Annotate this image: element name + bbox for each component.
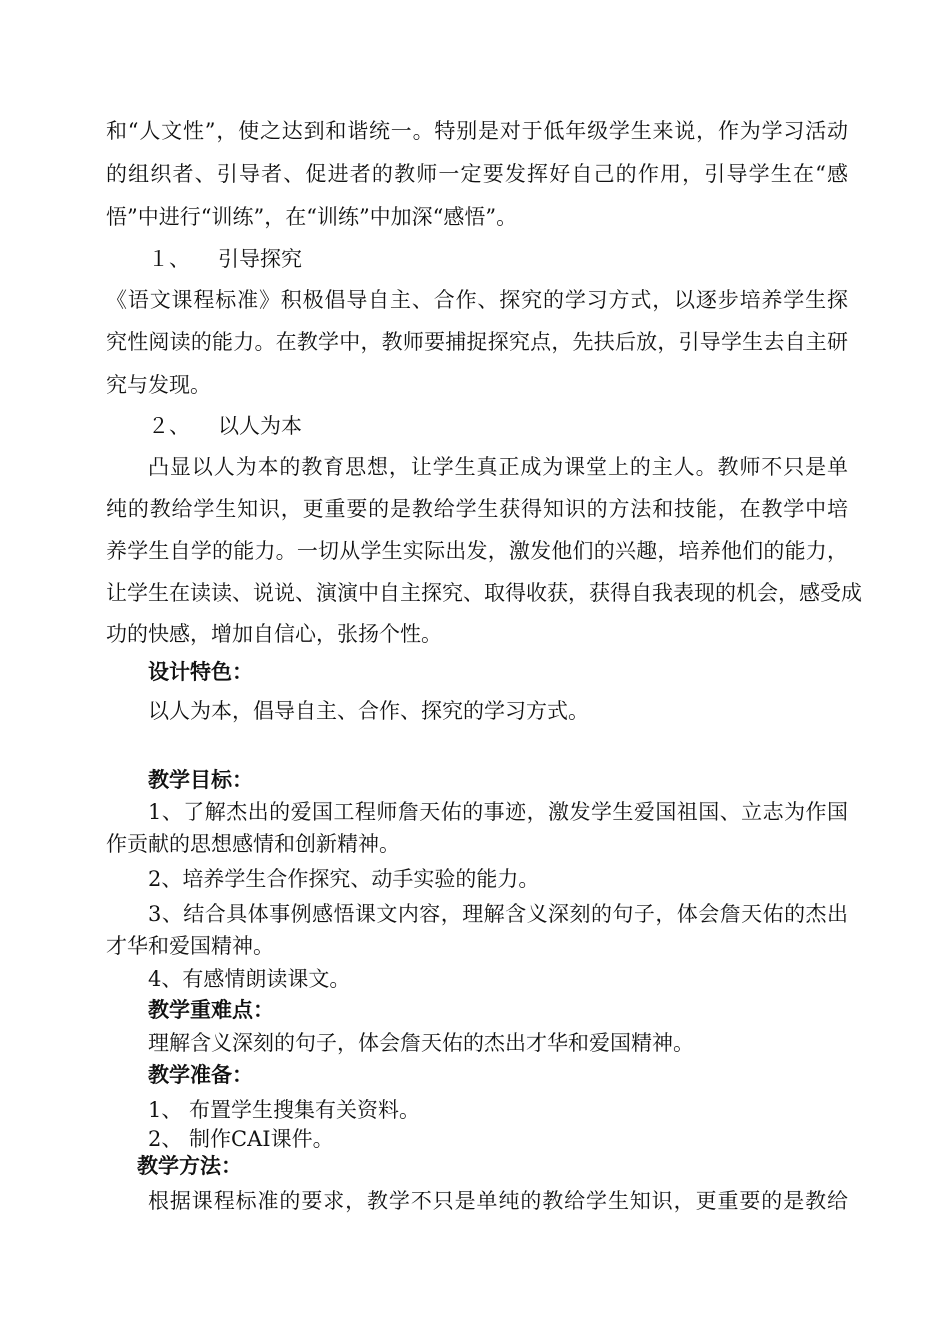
goal-line: 作贡献的思想感情和创新精神。 — [106, 832, 400, 856]
section-number: １、 — [148, 247, 190, 271]
section-heading: 以人为本 — [218, 414, 302, 438]
paragraph-line: 纯的教给学生知识，更重要的是教给学生获得知识的方法和技能，在教学中培 — [106, 497, 848, 521]
design-text: 以人为本，倡导自主、合作、探究的学习方式。 — [148, 699, 589, 723]
section-number: ２、 — [148, 414, 190, 438]
method-heading: 教学方法： — [137, 1153, 242, 1178]
goal-line: 4、有感情朗读课文。 — [148, 967, 351, 991]
difficulty-heading: 教学重难点： — [148, 997, 274, 1022]
prep-heading: 教学准备： — [148, 1062, 253, 1087]
goal-line: 3、结合具体事例感悟课文内容，理解含义深刻的句子，体会詹天佑的杰出 — [148, 902, 848, 926]
paragraph-line: 养学生自学的能力。一切从学生实际出发，激发他们的兴趣，培养他们的能力， — [106, 539, 848, 563]
prep-line: 1、 布置学生搜集有关资料。 — [148, 1098, 421, 1122]
goal-line: 才华和爱国精神。 — [106, 934, 274, 958]
paragraph-line: 究与发现。 — [106, 373, 211, 397]
paragraph-line: 的组织者、引导者、促进者的教师一定要发挥好自己的作用，引导学生在“感 — [106, 162, 848, 186]
section-heading: 引导探究 — [218, 247, 302, 271]
paragraph-line: 功的快感，增加自信心，张扬个性。 — [106, 622, 442, 646]
paragraph-line: 究性阅读的能力。在教学中，教师要捕捉探究点，先扶后放，引导学生去自主研 — [106, 330, 848, 354]
prep-line: 2、 制作CAI课件。 — [148, 1127, 334, 1151]
paragraph-line: 悟”中进行“训练”，在“训练”中加深“感悟”。 — [106, 205, 518, 229]
difficulty-text: 理解含义深刻的句子，体会詹天佑的杰出才华和爱国精神。 — [148, 1031, 694, 1055]
method-text: 根据课程标准的要求，教学不只是单纯的教给学生知识，更重要的是教给 — [148, 1189, 848, 1213]
paragraph-line: 和“人文性”，使之达到和谐统一。特别是对于低年级学生来说，作为学习活动 — [106, 119, 848, 143]
paragraph-line: 《语文课程标准》积极倡导自主、合作、探究的学习方式，以逐步培养学生探 — [106, 288, 848, 312]
goals-heading: 教学目标： — [148, 767, 253, 792]
paragraph-line: 让学生在读读、说说、演演中自主探究、取得收获，获得自我表现的机会，感受成 — [106, 581, 862, 605]
design-heading: 设计特色： — [148, 659, 253, 684]
paragraph-line: 凸显以人为本的教育思想，让学生真正成为课堂上的主人。教师不只是单 — [148, 455, 848, 479]
goal-line: 2、培养学生合作探究、动手实验的能力。 — [148, 867, 540, 891]
goal-line: 1、了解杰出的爱国工程师詹天佑的事迹，激发学生爱国祖国、立志为作国 — [148, 800, 848, 824]
